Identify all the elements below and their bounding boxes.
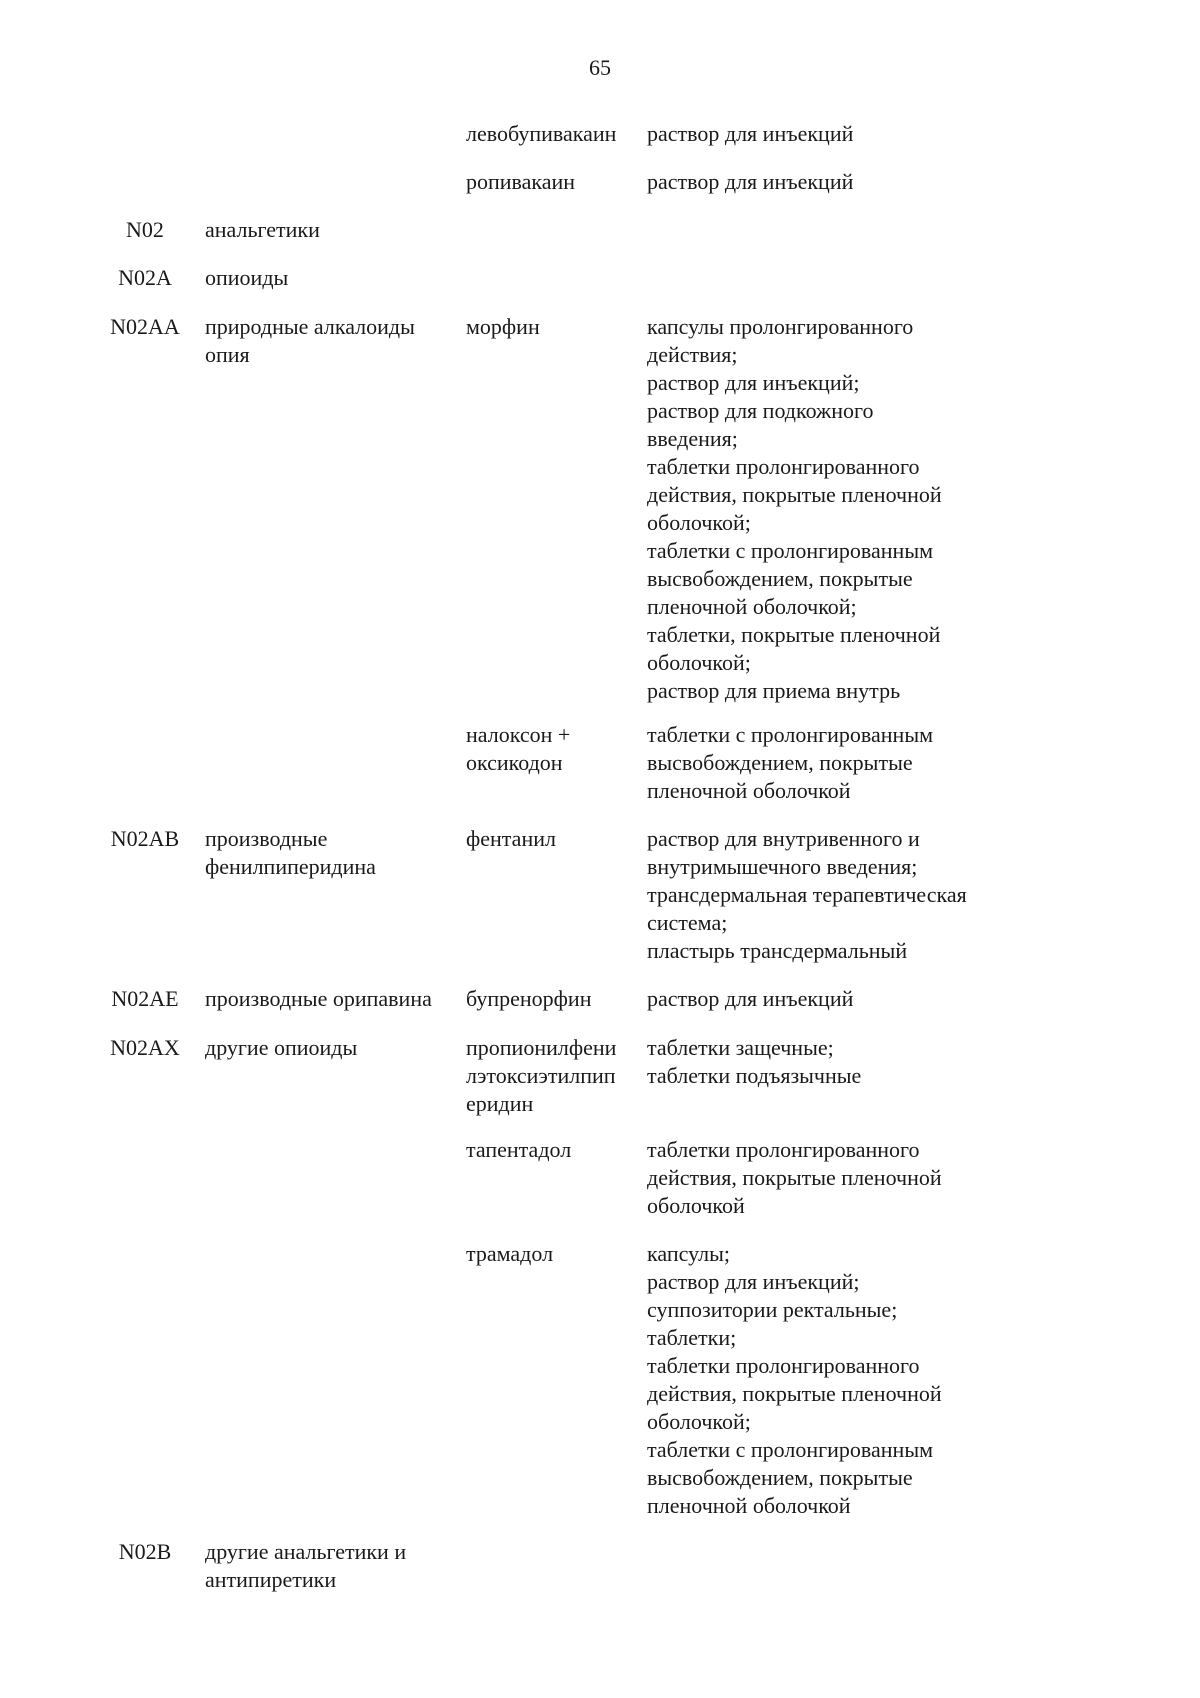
drug-name: налоксон + оксикодон [466,722,571,775]
drug-name: ропивакаин [466,169,576,194]
dosage-form: таблетки с пролонгированным высвобождением, покрытые пленочной оболочкой [647,722,934,803]
drug-name: фентанил [466,826,556,851]
dosage-form: раствор для внутривенного и внутримышечного введения; трансдермальная терапевтическая система; пластырь трансдермальный [647,826,967,963]
atc-code: N02AB [110,826,180,851]
atc-group-name: производные фенилпиперидина [205,826,376,879]
atc-code: N02A [118,265,172,290]
drug-name: тапентадол [466,1137,572,1162]
dosage-form: раствор для инъекций [647,121,854,146]
dosage-form: таблетки пролонгированного действия, покрытые пленочной оболочкой [647,1137,942,1218]
atc-group-name: опиоиды [205,265,289,290]
atc-group-name: другие опиоиды [205,1035,358,1060]
dosage-form: таблетки защечные; таблетки подъязычные [647,1035,862,1088]
atc-code: N02B [118,1539,172,1564]
atc-group-name: другие анальгетики и антипиретики [205,1539,407,1592]
dosage-form: раствор для инъекций [647,986,854,1011]
atc-code: N02AE [111,986,179,1011]
drug-name: морфин [466,314,540,339]
dosage-form: капсулы; раствор для инъекций; суппозитории ректальные; таблетки; таблетки пролонгированного действия, покрытые пленочной оболочкой; таблетки с пролонгированным высвобождением, покрытые пленочной оболочкой [647,1241,942,1518]
page-number: 65 [589,55,611,80]
atc-group-name: анальгетики [205,217,320,242]
drug-name: левобупивакаин [466,121,617,146]
dosage-form: раствор для инъекций [647,169,854,194]
drug-name: пропионилфени лэтоксиэтилпип еридин [466,1035,617,1116]
drug-name: трамадол [466,1241,554,1266]
atc-code: N02 [126,217,164,242]
atc-group-name: природные алкалоиды опия [205,314,415,367]
atc-group-name: производные орипавина [205,986,432,1011]
atc-code: N02AA [110,314,180,339]
dosage-form: капсулы пролонгированного действия; раствор для инъекций; раствор для подкожного введения; таблетки пролонгированного действия, покрытые пленочной оболочкой; таблетки с пролонгированным высвобождением, покрытые пленочной оболочкой; таблетки, покрытые пленочной оболочкой; раствор для приема внутрь [647,314,942,703]
atc-code: N02AX [110,1035,180,1060]
drug-name: бупренорфин [466,986,592,1011]
